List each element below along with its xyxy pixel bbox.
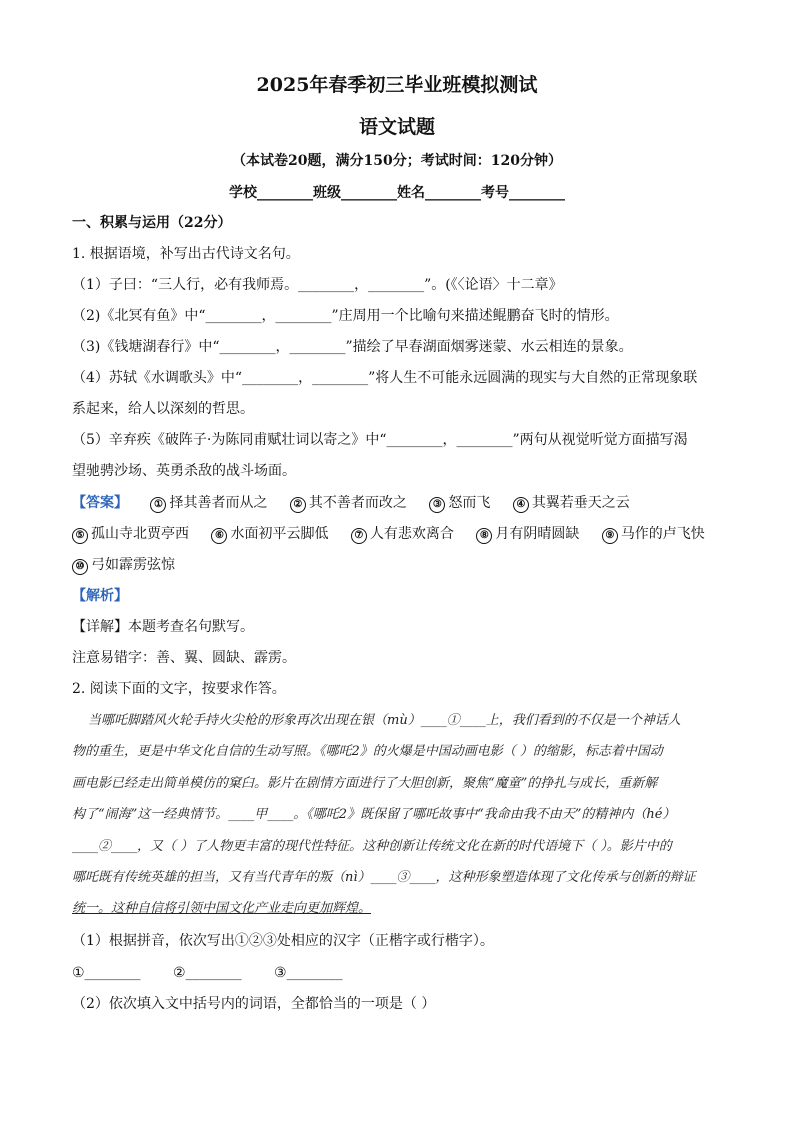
- answer-item: ⑧ 月有阴晴圆缺: [476, 525, 579, 544]
- answer-item: ② 其不善者而改之: [290, 494, 407, 513]
- answer-item: ⑤ 孤山寺北贾亭西: [72, 525, 189, 544]
- subject-title: 语文试题: [358, 116, 435, 138]
- exam-title: 2025年春季初三毕业班模拟测试: [256, 74, 538, 96]
- q1-item: （5）辛弃疾《破阵子·为陈同甫赋壮词以寄之》中“________，________”两句从视觉听觉方面描写渴: [72, 432, 688, 448]
- passage-line: ____②____，又（ ）了人物更丰富的现代性特征。这种创新让传统文化在新的时代语境下（ ）。影片中的: [72, 839, 672, 854]
- exam-info: （本试卷20题，满分150分；考试时间：120分钟）: [232, 153, 562, 169]
- passage-line: 物的重生，更是中华文化自信的生动写照。《哪吒2》的火爆是中国动画电影（ ）的缩影，标志着中国动: [72, 744, 663, 759]
- passage-line: 统一。这种自信将引领中国文化产业走向更加辉煌。: [72, 901, 372, 916]
- answer-item: ④ 其翼若垂天之云: [513, 494, 630, 513]
- q1-stem: 1. 根据语境，补写出古代诗文名句。: [72, 246, 300, 262]
- passage-line: 画电影已经走出简单模仿的窠臼。影片在剧情方面进行了大胆创新，聚焦“魔童”的挣扎与成长，重新解: [72, 776, 658, 791]
- answer-item: ⑩ 弓如霹雳弦惊: [72, 556, 175, 575]
- blank-3[interactable]: ③________: [274, 965, 343, 981]
- q2-sub1-blanks: [72, 964, 732, 982]
- blank-1[interactable]: ①________: [72, 965, 141, 981]
- answer-label: 【答案】: [72, 495, 128, 511]
- answer-row: [72, 556, 732, 575]
- q1-item: （2)《北冥有鱼》中“________，________”庄周用一个比喻句来描述鲲鹏奋飞时的情形。: [72, 308, 619, 324]
- q1-item: （1）子曰：“三人行，必有我师焉。________，________”。(《〈论语〉十二章》: [72, 277, 563, 293]
- answer-item: ⑥ 水面初平云脚低: [211, 525, 328, 544]
- analysis-label: 【解析】: [72, 588, 128, 604]
- passage-line: 当哪吒脚踏风火轮手持火尖枪的形象再次出现在银（mù）____①____上，我们看到的不仅是一个神话人: [88, 713, 681, 728]
- q1-item: （4）苏轼《水调歌头》中“________，________”将人生不可能永远圆满的现实与大自然的正常现象联: [72, 370, 698, 386]
- q2-sub2: （2）依次填入文中括号内的词语，全都恰当的一项是（ ）: [72, 996, 436, 1012]
- note-text: 注意易错字：善、翼、圆缺、霹雳。: [72, 650, 296, 666]
- answer-item: ③ 怒而飞: [429, 494, 490, 513]
- answer-row: [72, 525, 732, 544]
- passage-line: 哪吒既有传统英雄的担当，又有当代青年的叛（nì）____③____，这种形象塑造体现了文化传承与创新的辩证: [72, 870, 696, 885]
- answer-item: ① 择其善者而从之: [150, 494, 267, 513]
- detail-text: 【详解】本题考查名句默写。: [72, 619, 254, 635]
- blank-2[interactable]: ②________: [173, 965, 242, 981]
- answer-item: ⑨ 马作的卢飞快: [602, 525, 705, 544]
- q1-item: （3)《钱塘湖春行》中“________，________”描绘了早春湖面烟雾迷蒙、水云相连的景象。: [72, 339, 633, 355]
- q1-item: 系起来，给人以深刻的哲思。: [72, 401, 254, 417]
- section-title: 一、积累与运用（22分）: [72, 215, 232, 231]
- answer-row: [72, 494, 732, 513]
- q1-item: 望驰骋沙场、英勇杀敌的战斗场面。: [72, 463, 296, 479]
- q2-sub1: （1）根据拼音，依次写出①②③处相应的汉字（正楷字或行楷字）。: [72, 933, 494, 949]
- answer-item: ⑦ 人有悲欢离合: [351, 525, 454, 544]
- passage-line: 构了“闹海”这一经典情节。____甲____。《哪吒2》既保留了哪吒故事中“我命由我不由天”的精神内（hé）: [72, 807, 676, 822]
- student-fields: 学校________班级________姓名________考号________: [229, 185, 565, 201]
- q2-stem: 2. 阅读下面的文字，按要求作答。: [72, 681, 286, 697]
